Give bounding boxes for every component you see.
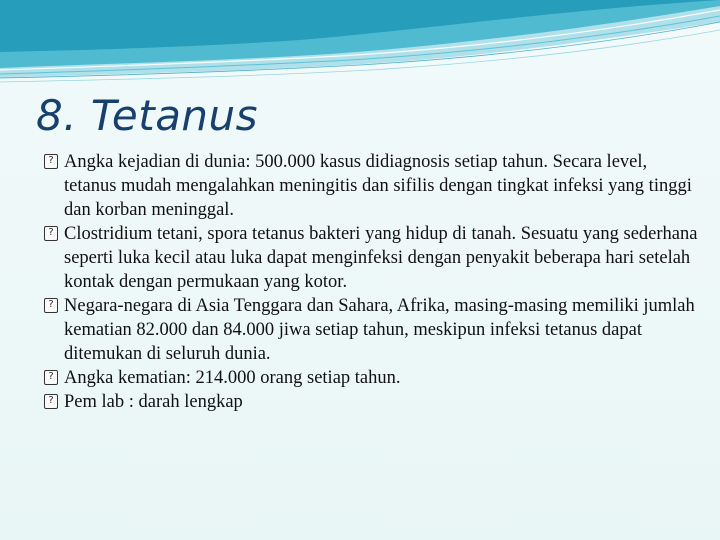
bullet-text: Angka kematian: 214.000 orang setiap tahun. (64, 368, 401, 388)
missing-glyph-box-icon: ? (44, 226, 58, 241)
wave-header-decoration (0, 0, 720, 90)
bullet-text: Negara-negara di Asia Tenggara dan Sahara, Afrika, masing-masing memiliki jumlah kematian 82.000 dan 84.000 jiwa setiap tahun, meskipun infeksi tetanus dapat ditemukan di seluruh dunia. (64, 296, 695, 364)
slide-title: 8. Tetanus (36, 91, 259, 140)
bullet-text: Clostridium tetani, spora tetanus bakteri yang hidup di tanah. Sesuatu yang sederhana seperti luka kecil atau luka dapat menginfeksi dengan penyakit beberapa hari setelah kontak dengan permukaan yang kotor. (64, 224, 698, 292)
bullet-item (44, 150, 704, 222)
bullet-text: Pem lab : darah lengkap (64, 392, 243, 412)
bullet-item (44, 390, 704, 414)
bullet-text: Angka kejadian di dunia: 500.000 kasus didiagnosis setiap tahun. Secara level, tetanus mudah mengalahkan meningitis dan sifilis dengan tingkat infeksi yang tinggi dan korban meninggal. (64, 152, 692, 220)
bullet-item (44, 222, 704, 294)
bullet-item (44, 366, 704, 390)
bullet-list (44, 150, 704, 414)
bullet-item (44, 294, 704, 366)
missing-glyph-box-icon: ? (44, 370, 58, 385)
missing-glyph-box-icon: ? (44, 394, 58, 409)
missing-glyph-box-icon: ? (44, 298, 58, 313)
missing-glyph-box-icon: ? (44, 154, 58, 169)
